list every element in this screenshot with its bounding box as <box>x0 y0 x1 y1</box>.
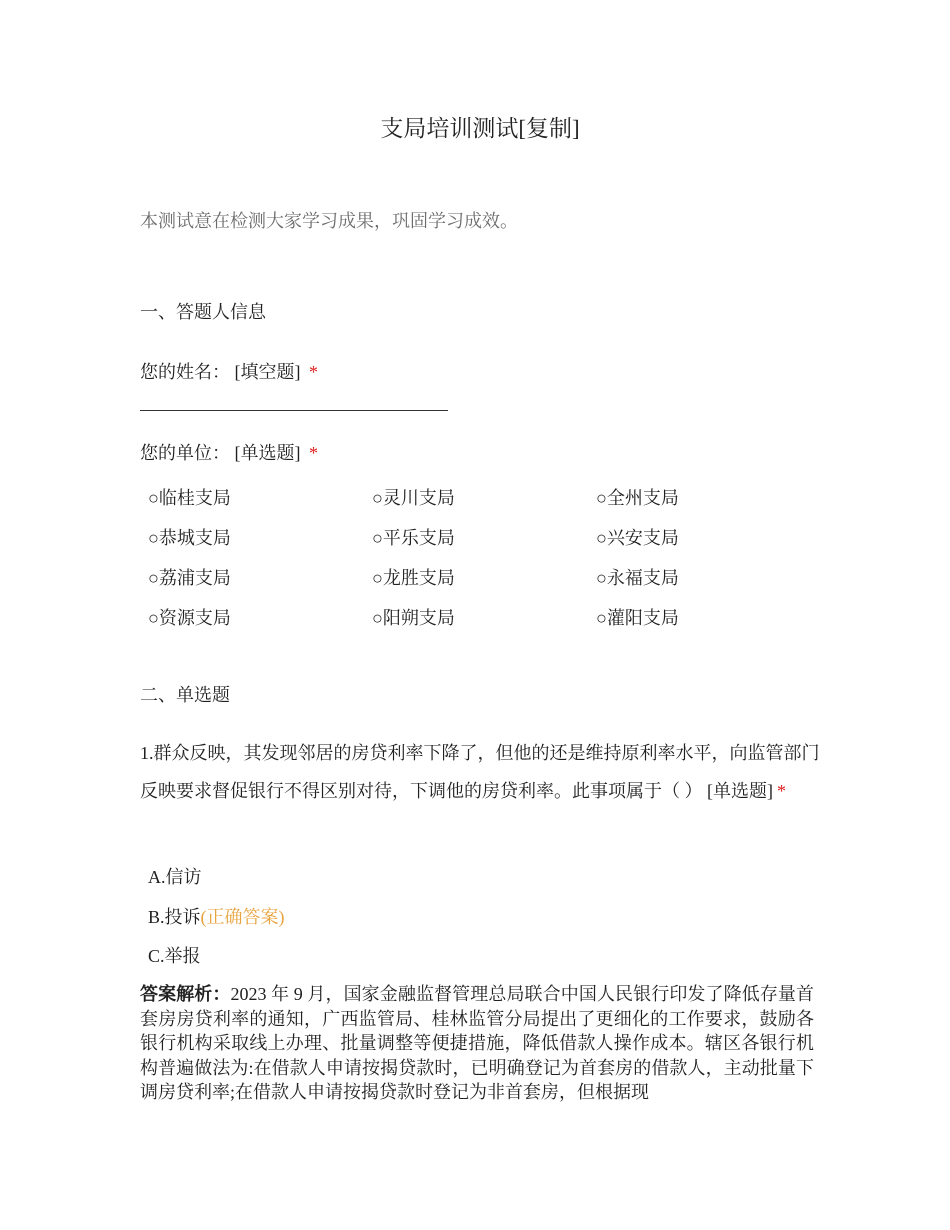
required-mark: * <box>777 781 786 801</box>
required-mark: * <box>309 362 318 382</box>
survey-title: 支局培训测试[复制] <box>380 116 580 141</box>
unit-option[interactable]: ○永福支局 <box>596 568 679 588</box>
unit-option[interactable]: ○恭城支局 <box>148 528 231 548</box>
unit-question-text: 您的单位： <box>140 443 230 463</box>
name-input-blank[interactable] <box>140 410 448 411</box>
survey-intro: 本测试意在检测大家学习成果，巩固学习成效。 <box>140 211 518 231</box>
section-heading-single-choice: 二、单选题 <box>140 685 230 705</box>
name-question-label <box>140 358 318 384</box>
analysis-text: 2023 年 9 月，国家金融监督管理总局联合中国人民银行印发了降低存量首套房房贷利率的通知，广西监管局、桂林监管分局提出了更细化的工作要求，鼓励各银行机构采取线上办理、批量调整等便捷措施，降低借款人操作成本。辖区各银行机构普遍做法为:在借款人申请按揭贷款时，已明确登记为首套房的借款人，主动批量下调房贷利率;在借款人申请按揭贷款时登记为非首套房，但根据现 <box>140 984 815 1102</box>
answer-option-b[interactable] <box>148 903 285 929</box>
answer-analysis <box>140 982 814 1105</box>
answer-option-b-label: B.投诉 <box>148 907 201 927</box>
unit-option[interactable]: ○资源支局 <box>148 608 231 628</box>
unit-option[interactable]: ○龙胜支局 <box>372 568 455 588</box>
unit-question-label <box>140 439 318 465</box>
unit-question-type: [单选题] <box>234 443 301 463</box>
question-1 <box>140 734 820 810</box>
name-question-text: 您的姓名： <box>140 362 230 382</box>
unit-option[interactable]: ○荔浦支局 <box>148 568 231 588</box>
analysis-label: 答案解析： <box>140 984 231 1004</box>
answer-option-a[interactable]: A.信访 <box>148 867 202 887</box>
answer-option-c[interactable]: C.举报 <box>148 946 201 966</box>
question-1-text: 1.群众反映，其发现邻居的房贷利率下降了，但他的还是维持原利率水平，向监管部门反映要求督促银行不得区别对待，下调他的房贷利率。此事项属于（ ） [单选题] <box>140 743 820 801</box>
correct-answer-marker: (正确答案) <box>200 907 285 927</box>
unit-option[interactable]: ○兴安支局 <box>596 528 679 548</box>
unit-option[interactable]: ○灌阳支局 <box>596 608 679 628</box>
unit-option[interactable]: ○阳朔支局 <box>372 608 455 628</box>
unit-option[interactable]: ○全州支局 <box>596 488 679 508</box>
unit-option[interactable]: ○临桂支局 <box>148 488 231 508</box>
unit-option[interactable]: ○灵川支局 <box>372 488 455 508</box>
name-question-type: [填空题] <box>234 362 301 382</box>
section-heading-respondent-info: 一、答题人信息 <box>140 302 266 322</box>
required-mark: * <box>309 443 318 463</box>
unit-option[interactable]: ○平乐支局 <box>372 528 455 548</box>
